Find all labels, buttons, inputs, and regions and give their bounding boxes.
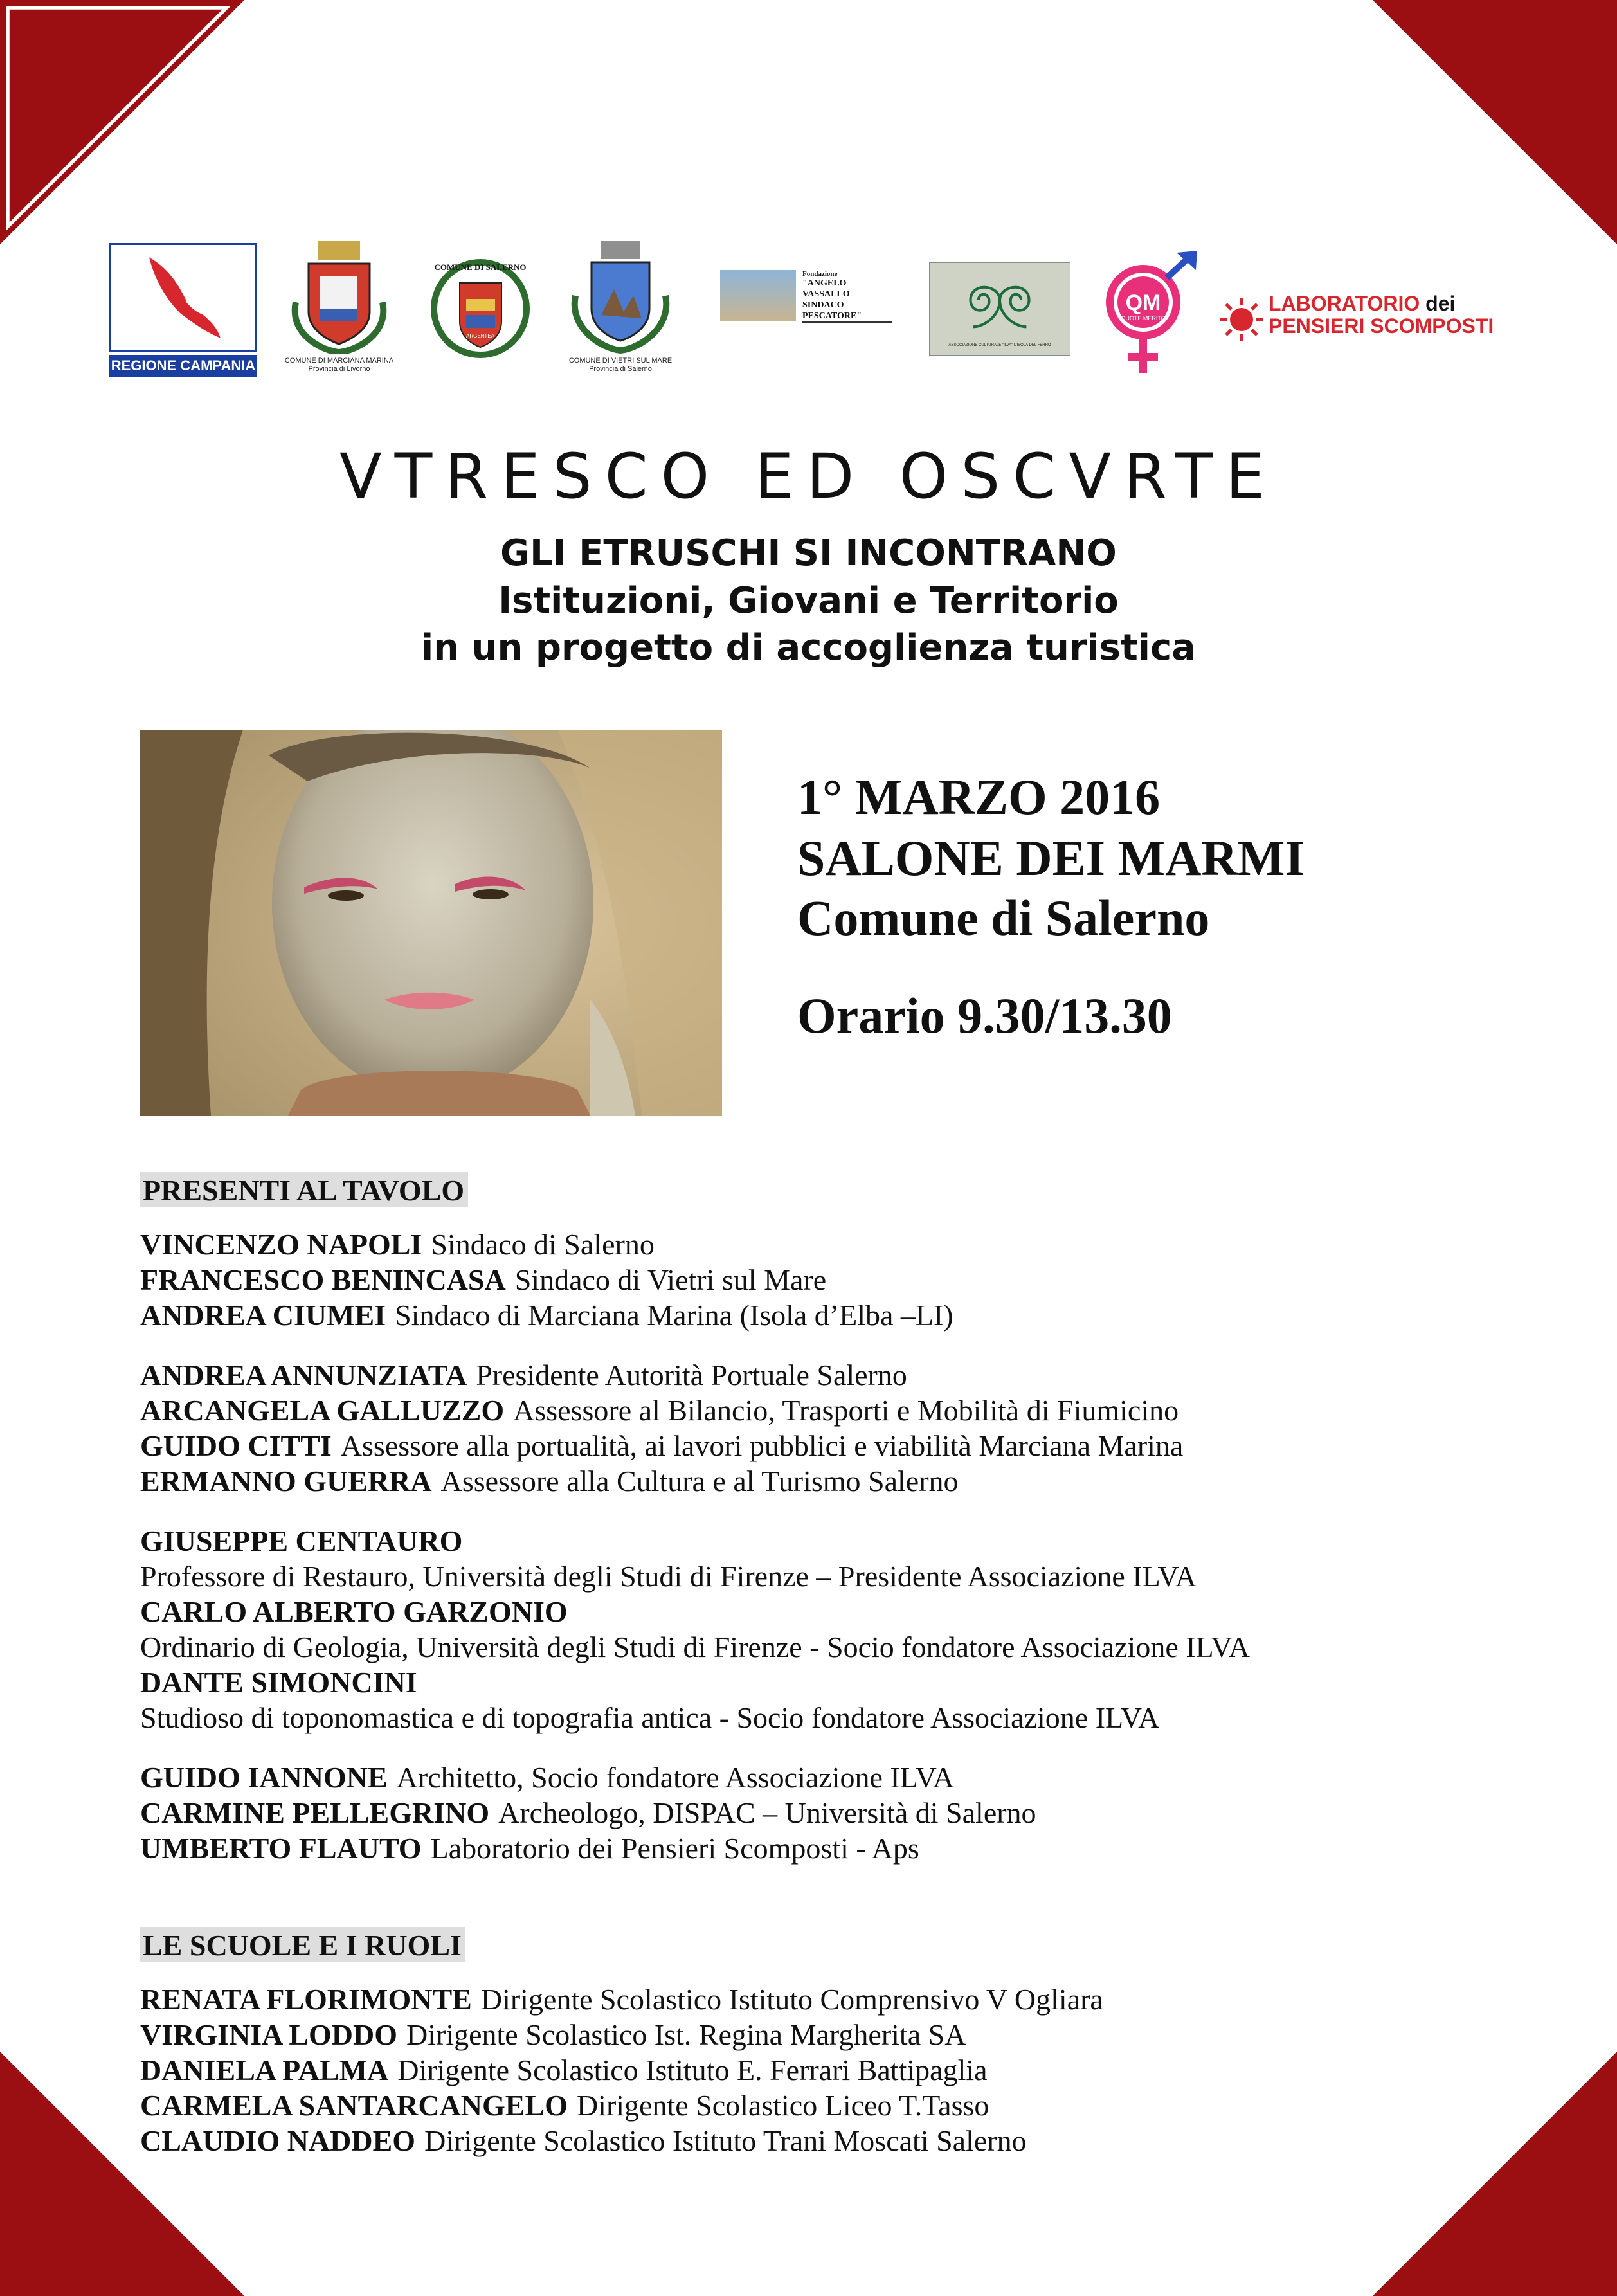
regione-campania-logo — [109, 243, 257, 377]
etruscan-statue-photo — [140, 730, 722, 1116]
vassallo-photo-icon — [720, 270, 796, 321]
associazione-ilva-logo — [929, 262, 1070, 356]
person-role: Sindaco di Marciana Marina (Isola d’Elba –LI) — [395, 1299, 953, 1332]
person-role: Sindaco di Vietri sul Mare — [514, 1263, 827, 1296]
schools-section-heading: LE SCUOLE E I RUOLI — [140, 1927, 465, 1962]
marciana-sub: Provincia di Livorno — [308, 365, 370, 373]
list-item — [140, 1760, 1555, 1795]
list-item — [140, 1262, 1555, 1297]
person-name: VIRGINIA LODDO — [140, 2018, 398, 2051]
list-item — [140, 1665, 1555, 1700]
vietri-caption: COMUNE DI VIETRI SUL MARE — [568, 357, 673, 365]
list-item — [140, 2017, 1555, 2052]
subtitle-line-3: in un progetto di accoglienza turistica — [421, 627, 1196, 669]
list-item — [140, 1428, 1555, 1463]
list-item — [140, 2123, 1555, 2158]
list-item — [140, 1795, 1555, 1830]
vassallo-line3: SINDACO PESCATORE" — [802, 300, 862, 321]
person-name: VINCENZO NAPOLI — [140, 1228, 422, 1261]
person-name: CLAUDIO NADDEO — [140, 2124, 416, 2157]
list-item — [140, 2088, 1555, 2123]
person-name: ANDREA CIUMEI — [140, 1299, 386, 1332]
salerno-band-text: ARGENTEA — [465, 333, 495, 339]
list-item — [140, 1227, 1555, 1262]
person-name: ARCANGELA GALLUZZO — [140, 1394, 505, 1427]
schools-list — [140, 1982, 1555, 2158]
person-role: Presidente Autorità Portuale Salerno — [476, 1359, 907, 1391]
vietri-sub: Provincia di Salerno — [589, 365, 652, 373]
salerno-ring-text: COMUNE DI SALERNO — [434, 262, 527, 272]
lab-line1b: dei — [1425, 292, 1456, 315]
event-venue: SALONE DEI MARMI — [797, 830, 1305, 886]
sponsor-logos — [103, 238, 1530, 386]
laboratorio-sun-icon — [1218, 296, 1265, 343]
person-name: CARLO ALBERTO GARZONIO — [140, 1595, 568, 1628]
list-item — [140, 1297, 1555, 1333]
subtitle-line-2: Istituzioni, Giovani e Territorio — [498, 580, 1119, 622]
vietri-sul-mare-logo — [566, 238, 675, 373]
lab-line1a: LABORATORIO — [1269, 292, 1420, 315]
person-name: UMBERTO FLAUTO — [140, 1832, 422, 1865]
person-name: GUIDO IANNONE — [140, 1761, 388, 1794]
person-name: RENATA FLORIMONTE — [140, 1983, 472, 2016]
campania-label: REGIONE CAMPANIA — [109, 355, 257, 377]
person-role: Studioso di toponomastica e di topografia antica - Socio fondatore Associazione ILVA — [140, 1701, 1160, 1734]
list-item — [140, 1830, 1555, 1866]
person-role: Assessore alla Cultura e al Turismo Salerno — [440, 1465, 959, 1497]
person-name: DANIELA PALMA — [140, 2054, 389, 2086]
vassallo-line2: "ANGELO VASSALLO — [802, 278, 850, 299]
person-role: Dirigente Scolastico Istituto E. Ferrari Battipaglia — [397, 2054, 988, 2086]
person-role: Dirigente Scolastico Liceo T.Tasso — [576, 2089, 989, 2122]
corner-decoration-top-right — [1373, 0, 1617, 244]
person-name: CARMELA SANTARCANGELO — [140, 2089, 568, 2122]
table-section-heading: PRESENTI AL TAVOLO — [140, 1172, 468, 1207]
person-name: ANDREA ANNUNZIATA — [140, 1359, 467, 1391]
event-date: 1° MARZO 2016 — [797, 769, 1161, 825]
qm-caption: QUOTE MERITO — [1121, 315, 1166, 321]
vietri-crest-icon — [566, 238, 675, 354]
person-name: ERMANNO GUERRA — [140, 1465, 432, 1497]
person-role: Assessore alla portualità, ai lavori pubblici e viabilità Marciana Marina — [340, 1429, 1184, 1462]
person-role: Sindaco di Salerno — [431, 1228, 655, 1261]
campania-emblem-icon — [109, 243, 257, 352]
qm-initials: QM — [1125, 291, 1161, 315]
person-name: GUIDO CITTI — [140, 1429, 332, 1462]
list-item — [140, 1523, 1555, 1559]
subtitle-line-1: GLI ETRUSCHI SI INCONTRANO — [500, 532, 1117, 574]
person-name: CARMINE PELLEGRINO — [140, 1796, 490, 1829]
person-role: Laboratorio dei Pensieri Scomposti - Aps — [430, 1832, 919, 1865]
quote-merito-logo — [1093, 251, 1202, 383]
main-title: VTRESCO ED OSCVRTE — [339, 440, 1278, 512]
event-city: Comune di Salerno — [797, 890, 1210, 946]
person-name: FRANCESCO BENINCASA — [140, 1263, 506, 1296]
table-participants-list — [140, 1227, 1555, 1866]
person-name: DANTE SIMONCINI — [140, 1666, 417, 1699]
salerno-seal-icon — [431, 257, 530, 360]
laboratorio-pensieri-scomposti-logo — [1218, 293, 1533, 338]
person-role: Professore di Restauro, Università degli Studi di Firenze – Presidente Associazione ILVA — [140, 1560, 1197, 1593]
marciana-crest-icon — [283, 238, 395, 354]
person-name: GIUSEPPE CENTAURO — [140, 1524, 463, 1557]
ilva-caption: ASSOCIAZIONE CULTURALE "ILVA" L'ISOLA DEL FERRO — [948, 343, 1051, 347]
corner-decoration-top-left — [0, 0, 244, 244]
event-hours: Orario 9.30/13.30 — [797, 988, 1172, 1044]
list-item — [140, 1357, 1555, 1393]
person-role: Ordinario di Geologia, Università degli Studi di Firenze - Socio fondatore Associazione ILVA — [140, 1631, 1250, 1663]
fondazione-vassallo-logo — [720, 270, 894, 323]
person-role: Architetto, Socio fondatore Associazione ILVA — [396, 1761, 955, 1794]
person-role: Dirigente Scolastico Ist. Regina Margherita SA — [406, 2018, 966, 2051]
lab-line2: PENSIERI SCOMPOSTI — [1269, 314, 1494, 338]
marciana-caption: COMUNE DI MARCIANA MARINA — [284, 357, 394, 365]
marciana-marina-logo — [283, 238, 395, 373]
double-spiral-icon — [930, 263, 1070, 340]
list-item — [140, 1982, 1555, 2017]
list-item — [140, 1463, 1555, 1499]
vassallo-line1: Fondazione — [802, 270, 838, 278]
list-item — [140, 1594, 1555, 1629]
list-item — [140, 2052, 1555, 2088]
list-item — [140, 1393, 1555, 1428]
person-role: Dirigente Scolastico Istituto Trani Moscati Salerno — [424, 2124, 1027, 2157]
comune-salerno-logo — [431, 257, 530, 363]
person-role: Archeologo, DISPAC – Università di Salerno — [498, 1796, 1036, 1829]
person-role: Dirigente Scolastico Istituto Comprensivo V Ogliara — [480, 1983, 1103, 2016]
person-role: Assessore al Bilancio, Trasporti e Mobilità di Fiumicino — [513, 1394, 1179, 1427]
gender-symbol-icon — [1093, 251, 1202, 379]
